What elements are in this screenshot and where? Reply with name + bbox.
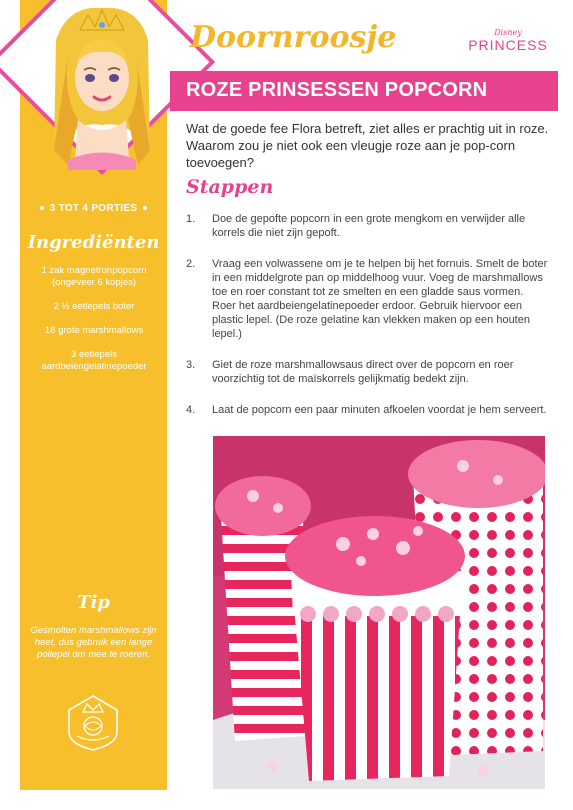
sidebar [0,0,170,810]
servings-text: 3 TOT 4 PORTIES [49,203,138,214]
step-item [186,403,548,417]
ingredients-heading: Ingrediënten [27,232,160,253]
princess-portrait-image [38,0,166,170]
recipe-banner [170,71,558,111]
ingredient-item: 2 ½ eetlepels boter [53,301,135,312]
steps-heading: Stappen [186,176,274,198]
disney-princess-logo [468,28,548,53]
popcorn-photo [213,436,545,789]
step-number: 1. [186,213,196,225]
steps-list [186,212,548,434]
step-text: Giet de roze marshmallowsaus direct over de popcorn en roer voorzichtig tot de maïskorrels gelijkmatig bedekt zijn. [212,359,514,385]
step-item [186,212,548,240]
recipe-title: ROZE PRINSESSEN POPCORN [186,79,488,101]
step-item [186,358,548,386]
ingredient-item: 3 eetlepels aardbeiengelatinepoeder [41,349,147,372]
tip-text: Gesmolten marshmallows zijn heet, dus gebruik een lange pollepel om mee te roeren. [30,625,157,660]
step-item [186,257,548,341]
logo-princess-text: PRINCESS [468,37,548,53]
bullet-icon [40,206,44,210]
ingredient-item: 1 zak magnetronpopcorn (ongeveer 6 kopjes) [41,265,147,288]
logo-disney-text: Disney [494,28,522,37]
step-number: 2. [186,258,196,270]
ingredients-list [24,265,164,385]
step-number: 3. [186,359,196,371]
step-number: 4. [186,404,196,416]
crest-icon [63,692,123,754]
step-text: Doe de gepofte popcorn in een grote mengkom en verwijder alle korrels die niet zijn gepoft. [212,213,526,239]
step-text: Vraag een volwassene om je te helpen bij het fornuis. Smelt de boter in een middelgrote pan op middelhoog vuur. Voeg de marshmallows toe en roer constant tot ze smelten en een gladde saus vormen. Roer het aardbeiengelatinepoeder erdoor. Gebruik hiervoor een plastic lepel. (De roze gelatine kan vlekken maken op een houten lepel.) [212,258,548,340]
page-title: Doornroosje [190,20,397,55]
bullet-icon [143,206,147,210]
ingredient-item: 18 grote marshmallows [44,325,144,336]
intro-paragraph: Wat de goede fee Flora betreft, ziet alles er prachtig uit in roze. Waarom zou je niet ook een vleugje roze aan je pop-corn toevoegen? [186,121,549,170]
step-text: Laat de popcorn een paar minuten afkoelen voordat je hem serveert. [212,404,547,416]
tip-heading: Tip [77,592,110,613]
servings-label [20,203,167,214]
